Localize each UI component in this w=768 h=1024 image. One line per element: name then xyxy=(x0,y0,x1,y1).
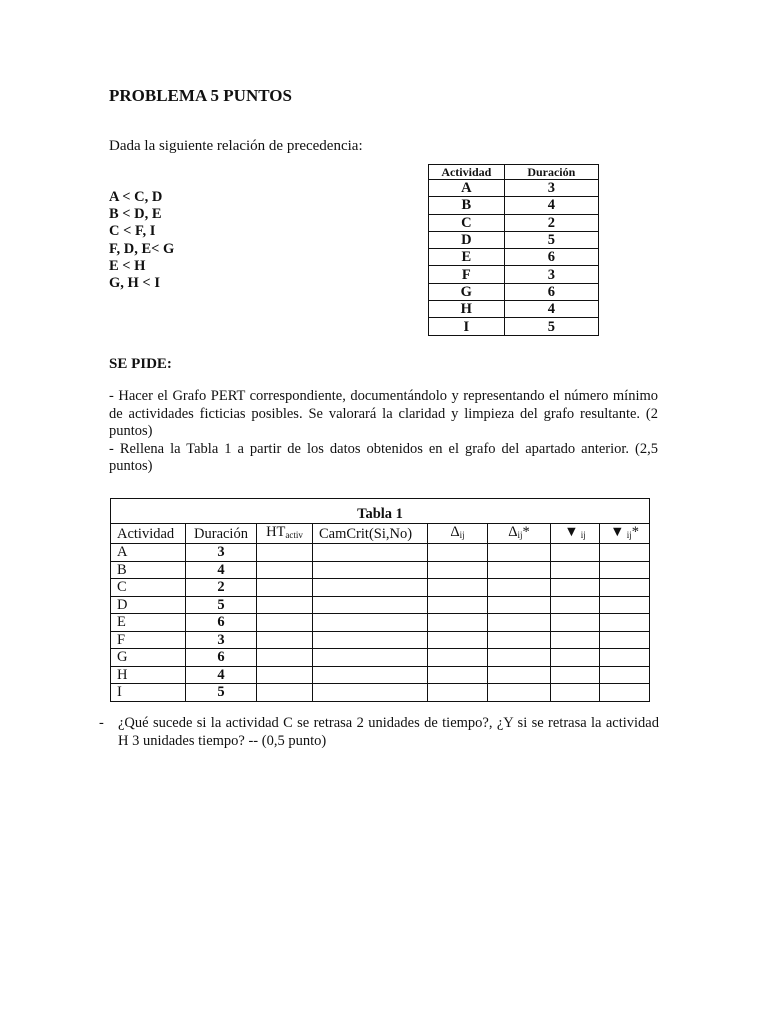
activity-cell: C xyxy=(429,214,505,231)
header-duracion: Duración xyxy=(186,524,257,544)
duration-cell: 2 xyxy=(186,579,257,597)
duration-cell: 5 xyxy=(186,596,257,614)
delta-cell xyxy=(428,544,488,562)
header-actividad: Actividad xyxy=(429,165,505,180)
tabla-1-header xyxy=(111,524,650,544)
intro-text: Dada la siguiente relación de precedencia: xyxy=(109,138,363,154)
header-delta-star-suffix: * xyxy=(522,524,530,540)
table-row xyxy=(111,666,650,684)
activity-cell: F xyxy=(111,631,186,649)
delta-cell xyxy=(428,614,488,632)
precedence-list xyxy=(109,189,174,292)
activity-cell: D xyxy=(429,231,505,248)
table-row xyxy=(111,596,650,614)
activity-cell: B xyxy=(429,197,505,214)
table-row xyxy=(429,197,599,214)
ht-cell xyxy=(257,544,313,562)
header-camcrit: CamCrit(Si,No) xyxy=(313,524,428,544)
duration-cell: 2 xyxy=(504,214,598,231)
triangle-star-cell xyxy=(600,544,650,562)
activity-cell: G xyxy=(429,283,505,300)
activity-cell: H xyxy=(111,666,186,684)
activity-cell: C xyxy=(111,579,186,597)
ht-cell xyxy=(257,614,313,632)
header-triangle-sub: ij xyxy=(578,530,586,540)
triangle-cell xyxy=(551,544,600,562)
camcrit-cell xyxy=(313,684,428,702)
delta-cell xyxy=(428,649,488,667)
duration-cell: 3 xyxy=(186,631,257,649)
delta-star-cell xyxy=(488,579,551,597)
duration-cell: 3 xyxy=(504,180,598,197)
precedence-item: E < H xyxy=(109,257,146,274)
triangle-star-cell xyxy=(600,684,650,702)
table-row xyxy=(429,214,599,231)
triangle-cell xyxy=(551,666,600,684)
delta-star-cell xyxy=(488,631,551,649)
header-ht xyxy=(257,524,313,544)
activity-cell: B xyxy=(111,561,186,579)
activity-cell: G xyxy=(111,649,186,667)
duration-cell: 4 xyxy=(504,301,598,318)
delta-cell xyxy=(428,666,488,684)
header-delta-star-sub: ij xyxy=(517,530,523,540)
triangle-cell xyxy=(551,579,600,597)
triangle-cell xyxy=(551,596,600,614)
duration-cell: 3 xyxy=(504,266,598,283)
activity-cell: A xyxy=(429,180,505,197)
table-row xyxy=(429,266,599,283)
camcrit-cell xyxy=(313,596,428,614)
delta-cell xyxy=(428,684,488,702)
header-delta-star xyxy=(488,524,551,544)
table-row xyxy=(111,631,650,649)
camcrit-cell xyxy=(313,544,428,562)
activity-cell: A xyxy=(111,544,186,562)
delta-cell xyxy=(428,579,488,597)
header-triangle-star-suffix: * xyxy=(631,524,639,540)
header-ht-label: HT xyxy=(266,524,286,540)
delta-cell xyxy=(428,561,488,579)
header-duracion: Duración xyxy=(504,165,598,180)
duration-cell: 6 xyxy=(186,649,257,667)
triangle-cell xyxy=(551,561,600,579)
table-row xyxy=(111,684,650,702)
triangle-star-cell xyxy=(600,614,650,632)
ht-cell xyxy=(257,596,313,614)
header-triangle-star-sub: ij xyxy=(624,530,632,540)
camcrit-cell xyxy=(313,561,428,579)
triangle-star-cell xyxy=(600,561,650,579)
delta-star-cell xyxy=(488,684,551,702)
header-delta-sub: ij xyxy=(459,530,465,540)
duration-cell: 5 xyxy=(504,318,598,335)
header-triangle-symbol: ▼ xyxy=(564,524,579,540)
table-row xyxy=(429,249,599,266)
duration-cell: 3 xyxy=(186,544,257,562)
delta-star-cell xyxy=(488,561,551,579)
task-item: - Hacer el Grafo PERT correspondiente, documentándolo y representando el número mínimo de actividades ficticias posibles. Se valorará la claridad y limpieza del grafo resultante. (2 puntos) xyxy=(109,388,658,439)
triangle-cell xyxy=(551,614,600,632)
activity-cell: H xyxy=(429,301,505,318)
header-triangle-star-symbol: ▼ xyxy=(610,524,625,540)
task-list xyxy=(109,388,658,476)
duration-cell: 6 xyxy=(186,614,257,632)
table-row xyxy=(429,180,599,197)
header-triangle xyxy=(551,524,600,544)
duration-cell: 4 xyxy=(186,666,257,684)
activity-cell: E xyxy=(429,249,505,266)
table-row xyxy=(111,544,650,562)
table-row xyxy=(111,649,650,667)
question-text: ¿Qué sucede si la actividad C se retrasa 2 unidades de tiempo?, ¿Y si se retrasa la actividad H 3 unidades tiempo? -- (0,5 punto) xyxy=(118,715,659,749)
header-ht-sub: activ xyxy=(285,530,303,540)
delta-star-cell xyxy=(488,666,551,684)
precedence-item: F, D, E< G xyxy=(109,240,175,257)
camcrit-cell xyxy=(313,631,428,649)
activity-cell: I xyxy=(429,318,505,335)
delta-star-cell xyxy=(488,596,551,614)
ht-cell xyxy=(257,649,313,667)
tabla-1-caption: Tabla 1 xyxy=(111,499,650,524)
precedence-item: A < C, D xyxy=(109,189,163,205)
ht-cell xyxy=(257,579,313,597)
activity-cell: E xyxy=(111,614,186,632)
table-row xyxy=(429,283,599,300)
table-row xyxy=(429,318,599,335)
delta-star-cell xyxy=(488,649,551,667)
triangle-cell xyxy=(551,684,600,702)
camcrit-cell xyxy=(313,614,428,632)
camcrit-cell xyxy=(313,666,428,684)
se-pide-heading: SE PIDE: xyxy=(109,356,172,372)
delta-cell xyxy=(428,596,488,614)
header-triangle-star xyxy=(600,524,650,544)
duration-cell: 4 xyxy=(504,197,598,214)
camcrit-cell xyxy=(313,649,428,667)
duration-table xyxy=(428,164,599,336)
ht-cell xyxy=(257,561,313,579)
ht-cell xyxy=(257,666,313,684)
duration-cell: 5 xyxy=(504,231,598,248)
delta-star-cell xyxy=(488,544,551,562)
header-delta-symbol: Δ xyxy=(450,524,460,540)
duration-table-header xyxy=(429,165,599,180)
precedence-item: B < D, E xyxy=(109,206,162,223)
triangle-star-cell xyxy=(600,666,650,684)
ht-cell xyxy=(257,631,313,649)
duration-cell: 6 xyxy=(504,283,598,300)
problem-title: PROBLEMA 5 PUNTOS xyxy=(109,86,292,105)
tabla-1 xyxy=(110,498,650,702)
triangle-cell xyxy=(551,631,600,649)
triangle-star-cell xyxy=(600,631,650,649)
triangle-star-cell xyxy=(600,579,650,597)
table-row xyxy=(429,231,599,248)
delta-cell xyxy=(428,631,488,649)
ht-cell xyxy=(257,684,313,702)
delta-star-cell xyxy=(488,614,551,632)
duration-cell: 6 xyxy=(504,249,598,266)
triangle-cell xyxy=(551,649,600,667)
activity-cell: I xyxy=(111,684,186,702)
task-item: - Rellena la Tabla 1 a partir de los datos obtenidos en el grafo del apartado anterior. (2,5 puntos) xyxy=(109,440,658,474)
camcrit-cell xyxy=(313,579,428,597)
duration-cell: 4 xyxy=(186,561,257,579)
question-bullet: - xyxy=(99,715,104,731)
activity-cell: D xyxy=(111,596,186,614)
table-row xyxy=(111,561,650,579)
table-row xyxy=(111,579,650,597)
duration-cell: 5 xyxy=(186,684,257,702)
triangle-star-cell xyxy=(600,596,650,614)
precedence-item: G, H < I xyxy=(109,275,160,292)
table-row xyxy=(111,614,650,632)
question-item xyxy=(99,714,659,750)
header-delta-star-symbol: Δ xyxy=(508,524,518,540)
header-actividad: Actividad xyxy=(111,524,186,544)
triangle-star-cell xyxy=(600,649,650,667)
activity-cell: F xyxy=(429,266,505,283)
table-row xyxy=(429,301,599,318)
precedence-item: C < F, I xyxy=(109,223,156,240)
header-delta xyxy=(428,524,488,544)
